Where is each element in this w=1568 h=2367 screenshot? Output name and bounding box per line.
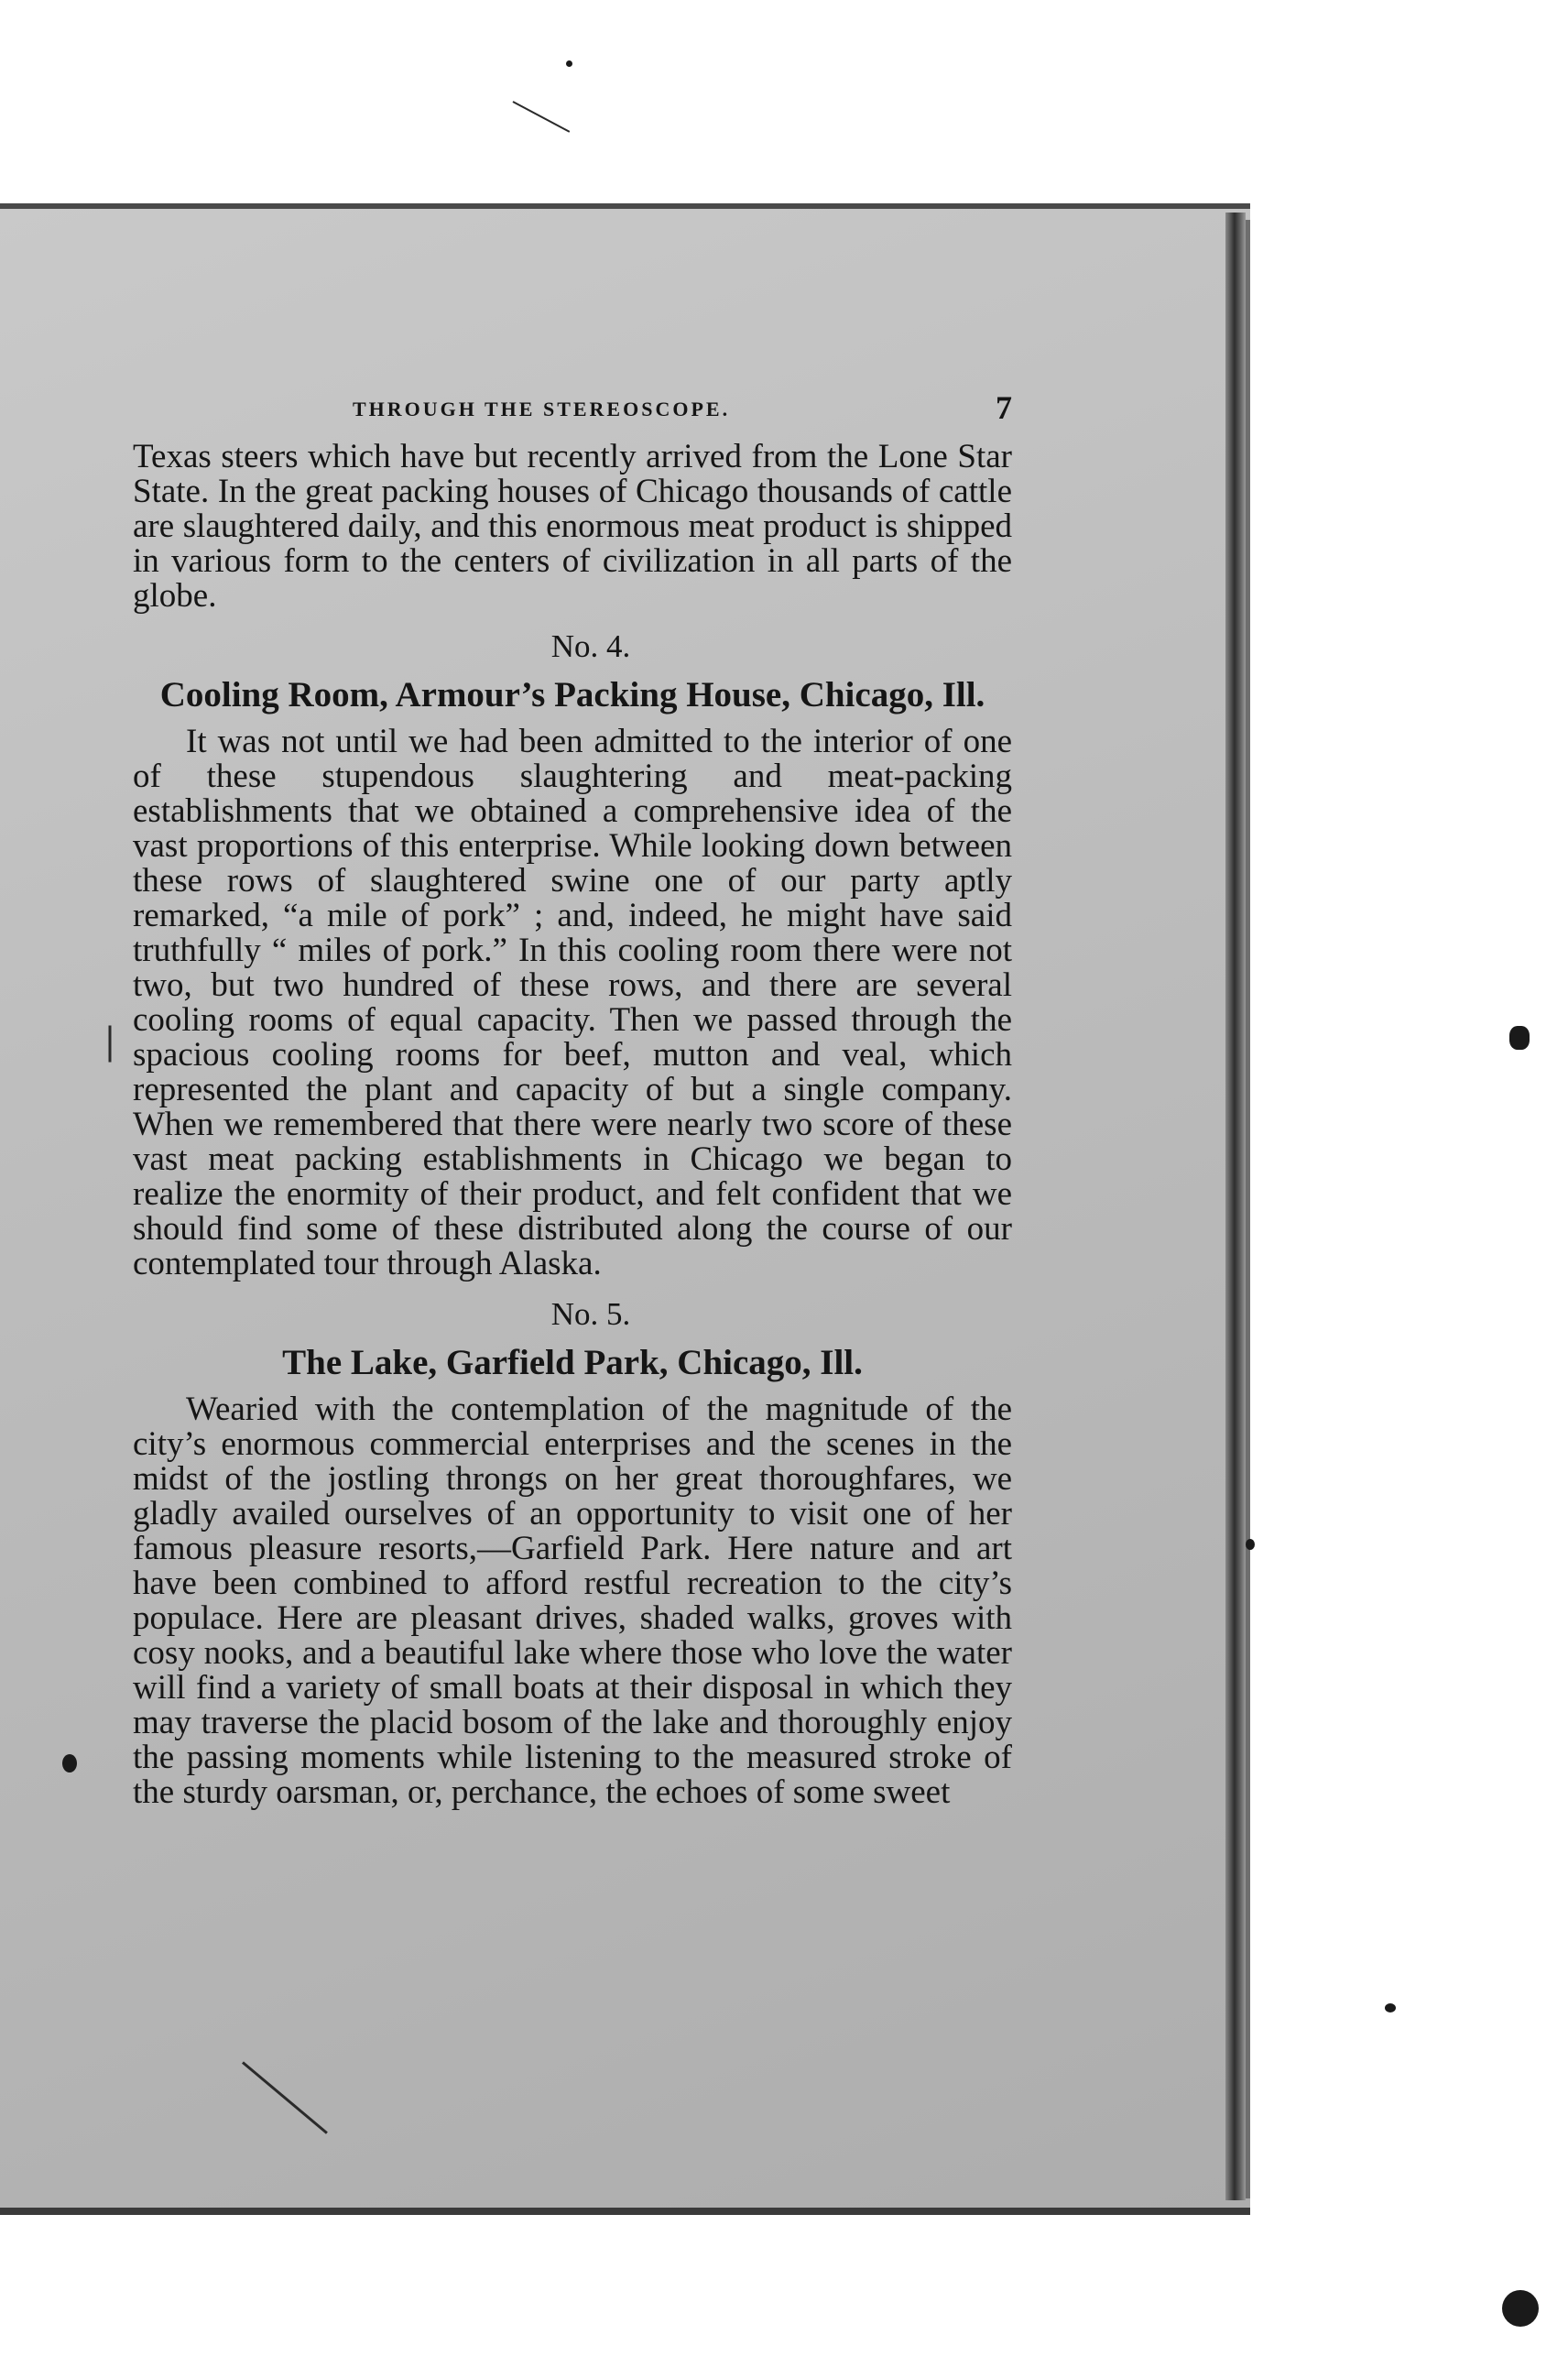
section-title-5: The Lake, Garfield Park, Chicago, Ill. <box>282 1343 863 1382</box>
dust-speck <box>62 1754 77 1773</box>
page-edge-outer <box>1246 220 1250 2198</box>
running-head <box>133 389 1012 436</box>
dust-speck <box>1246 1539 1255 1550</box>
page-edge-shadow <box>1225 213 1246 2200</box>
paragraph-continued: Texas steers which have but recently arrived from the Lone Star State. In the great packing houses of Chicago thousands of cattle are slaughtered daily, and this enormous meat product is shipped in various form to the centers of civilization in all parts of the globe. <box>133 438 1012 615</box>
running-head-title: THROUGH THE STEREOSCOPE. <box>353 398 731 420</box>
dust-speck <box>1502 2290 1539 2327</box>
dust-speck <box>1385 2003 1396 2012</box>
dust-speck <box>1509 1026 1530 1050</box>
page-number: 7 <box>996 389 1012 426</box>
section-number-5: No. 5. <box>550 1296 631 1332</box>
scratch-mark <box>513 101 571 133</box>
section-number-4: No. 4. <box>550 628 631 664</box>
dust-speck <box>566 60 572 67</box>
section-body-5: Wearied with the contemplation of the magnitude of the city’s enormous commercial enterprises and the scenes in the midst of the jostling throngs on her great thoroughfares, we gladly availed ourselves of an opportunity to visit one of her famous pleasure resorts,—Garfield Park. Here nature and art have been combined to afford restful recreation to the city’s populace. Here are pleasant drives, shaded walks, groves with cosy nooks, and a beautiful lake where those who love the water will find a variety of small boats at their disposal in which they may traverse the placid bosom of the lake and thoroughly enjoy the passing moments while listening to the measured stroke of the sturdy oarsman, or, perchance, the echoes of some sweet <box>133 1391 1012 1811</box>
scratch-mark <box>109 1026 112 1063</box>
page-text-block <box>133 389 1012 1811</box>
section-body-4: It was not until we had been admitted to the interior of one of these stupendous slaughtering and meat-packing establishments that we obtained a comprehensive idea of the vast proportions of this enterprise. While looking down between these rows of slaughtered swine one of our party aptly remarked, “a mile of pork” ; and, indeed, he might have said truthfully “ miles of pork.” In this cooling room there were not two, but two hundred of these rows, and there are several cooling rooms of equal capacity. Then we passed through the spacious cooling rooms for beef, mutton and veal, which represented the plant and capacity of but a single company. When we remembered that there were nearly two score of these vast meat packing establishments in Chicago we began to realize the enormity of their product, and felt confident that we should find some of these distributed along the course of our contemplated tour through Alaska. <box>133 723 1012 1282</box>
section-title-4: Cooling Room, Armour’s Packing House, Chicago, Ill. <box>159 675 985 714</box>
